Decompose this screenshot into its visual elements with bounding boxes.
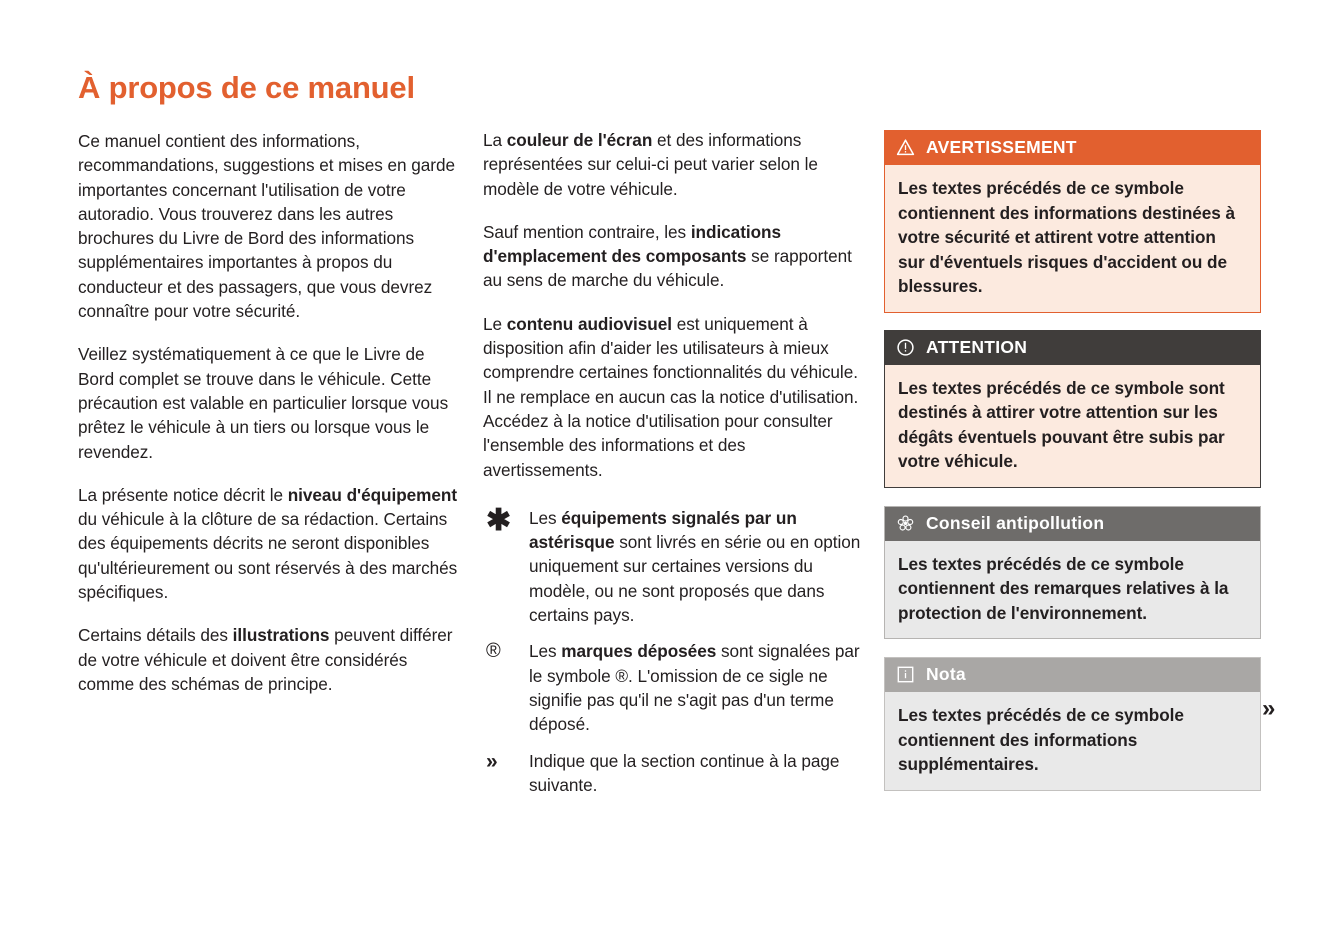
symbol-legend-registered-rest: sont signalées par le symbole ®. L'omission de ce sigle ne signifie pas qu'il ne s'agit pas d'un terme déposé.: [529, 641, 860, 735]
callout-nota-header: [885, 658, 1260, 692]
symbol-legend-registered-pre: Les: [529, 641, 562, 662]
column-right-callouts: [884, 130, 1261, 808]
paragraph-illustrations-bold: illustrations: [232, 625, 330, 646]
callout-nota-body: Les textes précédés de ce symbole contiennent des informations supplémentaires.: [885, 692, 1260, 790]
info-square-icon: [896, 665, 915, 684]
paragraph-indications-emplacement-pre: Sauf mention contraire, les: [483, 221, 691, 242]
callout-conseil-antipollution-body: Les textes précédés de ce symbole contiennent des remarques relatives à la protection de l'environnement.: [885, 541, 1260, 639]
symbol-legend-registered-bold: marques déposées: [561, 641, 717, 662]
paragraph-indications-emplacement-bold: indications d'emplacement des composants: [483, 221, 781, 267]
paragraph-niveau-equipement-rest: du véhicule à la clôture de sa rédaction. Certains des équipements décrits ne seront disponibles qu'ultérieurement ou sont réservés à des marchés spécifiques.: [78, 509, 458, 603]
callout-avertissement-header: [885, 131, 1260, 165]
callout-attention-title: ATTENTION: [926, 336, 1028, 357]
paragraph-contenu-audiovisuel-rest: est uniquement à disposition afin d'aider les utilisateurs à mieux comprendre certaines fonctionnalités du véhicule. Il ne remplace en aucun cas la notice d'utilisation. Accédez à la notice d'utilisation pour consulter l'ensemble des informations et des avertissements.: [483, 313, 859, 480]
paragraph-couleur-ecran: [483, 128, 861, 201]
paragraph-indications-emplacement-rest: se rapportent au sens de marche du véhicule.: [483, 246, 852, 291]
callout-conseil-antipollution: [884, 506, 1261, 640]
warning-triangle-icon: [896, 138, 915, 157]
paragraph-contenu-audiovisuel-pre: Le: [483, 313, 507, 334]
paragraph-livre-de-bord: Veillez systématiquement à ce que le Livre de Bord complet se trouve dans le véhicule. Cette précaution est valable en particulier lorsque vous prêtez le véhicule à un tiers ou lorsque vous le revendez.: [78, 344, 449, 462]
paragraph-niveau-equipement: [78, 483, 458, 604]
symbol-legend-asterisk-rest: sont livrés en série ou en option uniquement sur certaines versions du modèle, ou ne sont proposés que dans certains pays.: [529, 532, 861, 626]
paragraph-intro: Ce manuel contient des informations, recommandations, suggestions et mises en garde importantes concernant l'utilisation de votre autoradio. Vous trouverez dans les autres brochures du Livre de Bord des informations supplémentaires importantes à propos du conducteur et des passagers, que vous devrez connaître pour votre sécurité.: [78, 131, 455, 322]
symbol-legend-item-asterisk: [483, 503, 861, 627]
symbol-legend-item-continuation: [483, 749, 861, 798]
page-continues-marker: »: [1262, 695, 1274, 722]
paragraph-couleur-ecran-bold: couleur de l'écran: [506, 130, 653, 150]
column-left: [78, 70, 458, 696]
callout-attention-header: [885, 331, 1260, 365]
double-chevron-symbol-icon: »: [486, 749, 496, 773]
flower-icon: [896, 514, 915, 533]
callout-avertissement: [884, 130, 1261, 313]
symbol-legend-item-registered: [483, 639, 861, 736]
paragraph-indications-emplacement: [483, 220, 861, 293]
callout-conseil-antipollution-header: [885, 507, 1260, 541]
callout-avertissement-title: AVERTISSEMENT: [926, 137, 1077, 157]
paragraph-illustrations: [78, 623, 458, 696]
callout-nota: [884, 657, 1261, 791]
callout-nota-title: Nota: [926, 664, 966, 684]
callout-avertissement-body: Les textes précédés de ce symbole contiennent des informations destinées à votre sécurité et attirent votre attention sur d'éventuels risques d'accident ou de blessures.: [885, 165, 1260, 312]
callout-attention: [884, 330, 1261, 488]
paragraph-couleur-ecran-pre: La: [483, 130, 507, 150]
callout-attention-body: Les textes précédés de ce symbole sont destinés à attirer votre attention sur les dégâts éventuels pouvant être subis par votre véhicule.: [885, 365, 1260, 487]
paragraph-contenu-audiovisuel-bold: contenu audiovisuel: [506, 313, 672, 334]
column-middle: [483, 128, 861, 809]
paragraph-illustrations-rest: peuvent différer de votre véhicule et doivent être considérés comme des schémas de principe.: [78, 625, 453, 694]
paragraph-contenu-audiovisuel: [483, 312, 861, 482]
paragraph-niveau-equipement-pre: La présente notice décrit le: [78, 484, 288, 505]
symbol-legend-asterisk-pre: Les: [529, 507, 562, 528]
paragraph-couleur-ecran-rest: et des informations représentées sur celui-ci peut varier selon le modèle de votre véhicule.: [483, 130, 818, 199]
paragraph-niveau-equipement-bold: niveau d'équipement: [287, 484, 458, 505]
symbol-legend-continuation-rest: Indique que la section continue à la page suivante.: [529, 750, 840, 795]
paragraph-illustrations-pre: Certains détails des: [78, 625, 233, 646]
registered-trademark-symbol-icon: ®: [486, 640, 501, 663]
exclamation-circle-icon: [896, 338, 915, 357]
symbol-legend-asterisk-bold: équipements signalés par un astérisque: [529, 507, 797, 553]
asterisk-symbol-icon: ✱: [486, 503, 512, 537]
page-title: À propos de ce manuel: [78, 70, 415, 105]
callout-conseil-antipollution-title: Conseil antipollution: [926, 512, 1105, 533]
